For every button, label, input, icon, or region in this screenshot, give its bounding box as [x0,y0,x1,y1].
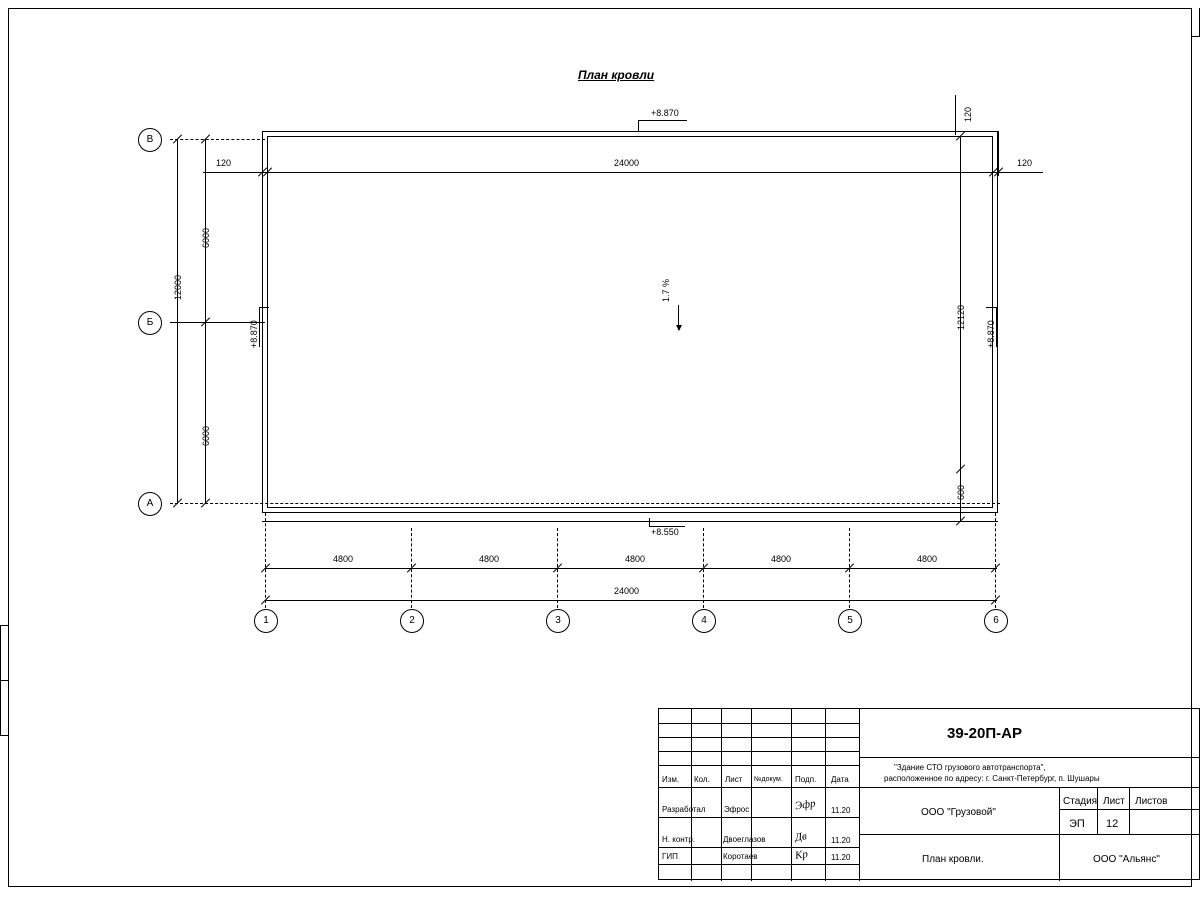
axis-bubble-6: 6 [984,609,1008,633]
tb-header-data: Дата [831,775,849,784]
axis-bubble-5: 5 [838,609,862,633]
tb-name-2: Двоеглазов [723,835,766,844]
tb-signature-2: Дв [794,830,808,844]
drawing-title: План кровли [578,68,655,82]
level-left-label: +8.870 [249,320,259,348]
tb-row-sep-4 [659,765,859,766]
dim-left-6000-lower: 6000 [201,425,211,446]
left-margin-mark-3 [0,735,8,736]
left-margin-mark-2 [0,680,8,681]
tb-name-3: Коротаев [723,852,758,861]
axis-ext-6 [995,513,996,608]
level-right-label: +8.870 [986,320,996,348]
tb-role-2: Н. контр. [662,835,696,844]
tb-col-sep-5 [825,709,826,881]
axis-bubble-4: 4 [692,609,716,633]
dim-top-right-120: 120 [1017,158,1033,168]
dim-top-left-120: 120 [216,158,232,168]
level-left-underline [259,307,260,347]
tb-header-izm: Изм. [662,775,680,784]
tb-right-vert-2 [1097,787,1098,834]
tb-name-1: Эфрос [724,805,750,814]
tb-sheet-header: Лист [1103,796,1125,807]
dim-line-bottom-bays [265,568,997,569]
dim-top-right-vert-120: 120 [963,106,973,122]
axis-bubble-V: В [138,128,162,152]
slope-label: 1.7 % [661,278,671,302]
title-block [658,708,1200,880]
roof-outline-inner [267,136,993,508]
sheet-frame-left [8,8,9,886]
dim-bay-3: 4800 [625,554,646,564]
roof-lower-edge-line [262,521,998,522]
dim-line-left-overall [177,139,178,503]
tb-row-sep-6 [659,817,859,818]
right-margin-mark-1 [1191,36,1200,37]
tb-sheet-value: 12 [1106,818,1119,830]
sheet-frame-bottom [8,886,1192,887]
tb-row-sep-8 [659,864,859,865]
level-bottom-label: +8.550 [651,527,679,537]
dim-left-6000-upper: 6000 [201,227,211,248]
dim-bay-5: 4800 [917,554,938,564]
left-margin-mark-1 [0,625,8,626]
tb-signature-3: Кр [794,848,809,862]
dim-bay-1: 4800 [333,554,354,564]
level-top-leader-h [638,120,650,121]
tb-date-3: 11.20 [831,853,851,862]
dim-top-overall-24000: 24000 [614,158,640,168]
tb-signature-1: Эфр [794,797,817,813]
dim-right-600: 600 [956,484,966,500]
tb-sheet-name: План кровли. [922,854,984,865]
dim-top-right-vert-line [955,95,956,135]
dim-top-ext-left [262,131,263,176]
tb-header-list: Лист [725,775,743,784]
level-top-leader [638,120,639,132]
tb-project-code: 39-20П-АР [947,725,1022,742]
tb-date-2: 11.20 [831,836,851,845]
dim-line-bottom-overall [265,600,997,601]
axis-line-A [170,503,1000,504]
tb-object-line2: расположенное по адресу: г. Санкт-Петербург, п. Шушары [884,774,1100,783]
dim-line-top [203,172,1043,173]
tb-row-sep-3 [659,751,859,752]
tb-col-sep-2 [721,709,722,881]
tb-header-kol: Кол. [694,775,710,784]
tb-stage-value: ЭП [1069,818,1085,830]
dim-left-12000: 12000 [173,274,183,300]
tb-col-sep-1 [691,709,692,881]
level-bottom-underline [649,526,685,527]
axis-bubble-1: 1 [254,609,278,633]
tb-header-ndokum: №докум. [754,776,783,783]
tb-right-vert-4 [1059,834,1060,881]
level-right-leader [986,307,996,308]
dim-bay-4: 4800 [771,554,792,564]
dim-bay-2: 4800 [479,554,500,564]
level-right-underline [996,307,997,347]
slope-arrow [678,305,679,330]
tb-row-sep-7 [659,847,859,848]
tb-sheets-header: Листов [1135,796,1168,807]
dim-right-12120: 12120 [956,304,966,330]
axis-bubble-B: Б [138,311,162,335]
axis-ext-4 [703,528,704,608]
left-margin-edge [0,625,1,735]
tb-customer: ООО "Грузовой" [921,807,996,818]
tb-col-sep-6 [859,709,860,881]
tb-stage-header: Стадия [1063,796,1098,807]
dim-top-ext-right [998,131,999,176]
level-top-label: +8.870 [651,108,679,118]
tb-header-sep [659,787,859,788]
tb-row-sep-1 [659,723,859,724]
tb-object-line1: "Здание СТО грузового автотранспорта", [894,763,1046,772]
tb-col-sep-4 [791,709,792,881]
axis-bubble-3: 3 [546,609,570,633]
tb-company: ООО "Альянс" [1093,854,1160,865]
axis-bubble-2: 2 [400,609,424,633]
tb-row-sep-2 [659,737,859,738]
axis-ext-2 [411,528,412,608]
tb-right-sep-3 [859,834,1200,835]
tb-right-sep-2 [859,787,1200,788]
tb-date-1: 11.20 [831,806,851,815]
level-bottom-leader [649,518,650,527]
axis-ext-5 [849,528,850,608]
tb-role-1: Разработал [662,805,706,814]
tb-role-3: ГИП [662,852,678,861]
axis-ext-3 [557,528,558,608]
tb-right-vert-1 [1059,787,1060,834]
tb-header-podp: Подп. [795,775,817,784]
tb-right-vert-3 [1129,787,1130,834]
level-left-leader [259,307,269,308]
level-top-underline [649,120,687,121]
axis-line-V [170,139,265,140]
axis-bubble-A: А [138,492,162,516]
dim-bottom-overall-24000: 24000 [614,586,640,596]
tb-right-sep-1 [859,757,1200,758]
sheet-frame-top [8,8,1192,9]
axis-ext-1 [265,513,266,608]
